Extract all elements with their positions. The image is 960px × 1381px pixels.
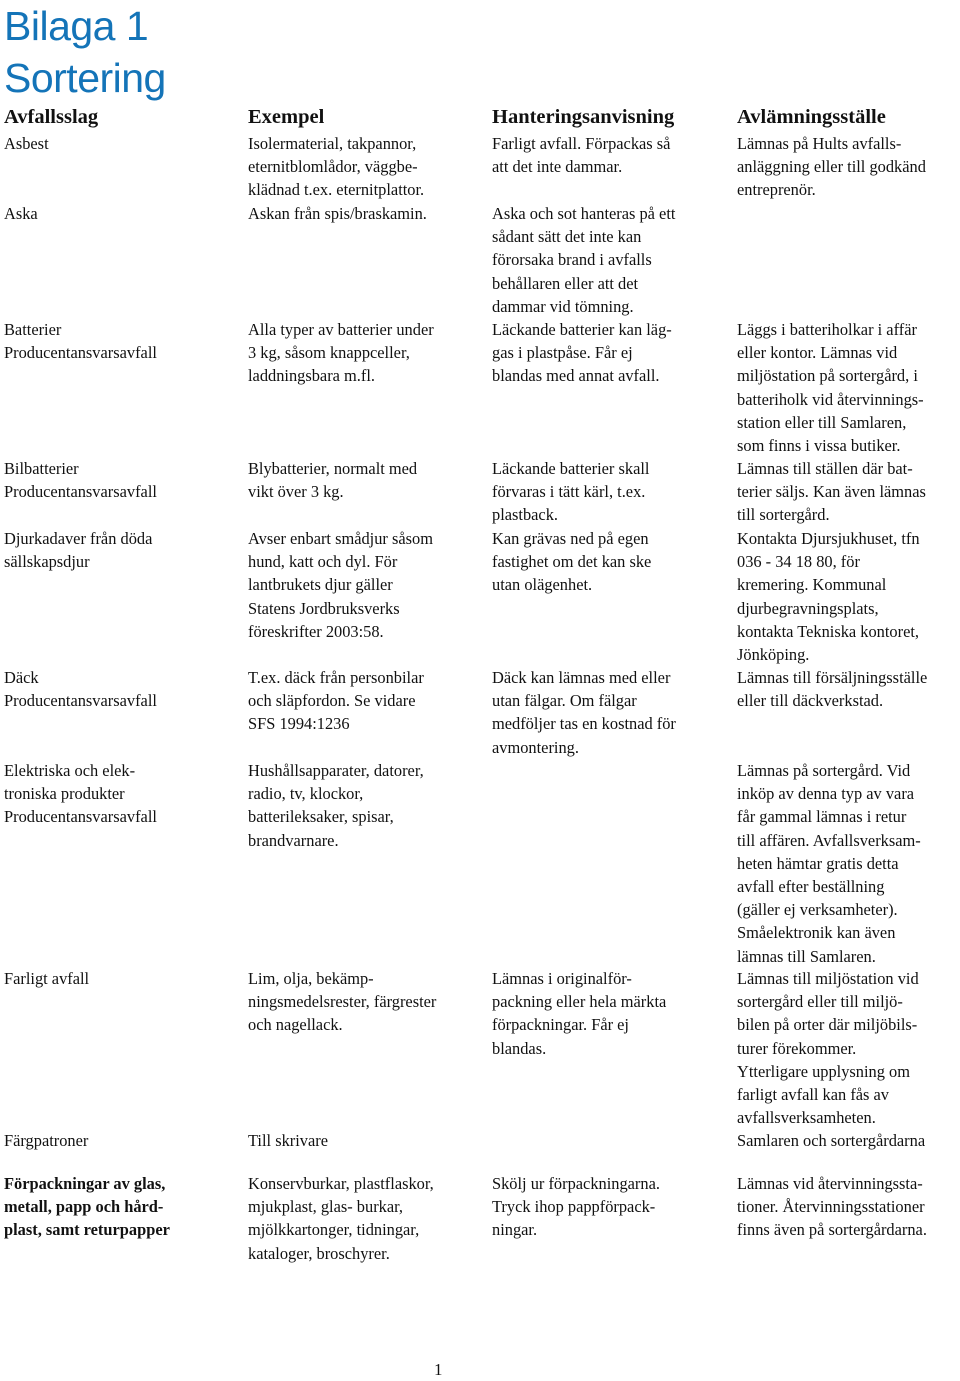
- row-forpackningar-handling: Skölj ur förpackningarna. Tryck ihop pappförpack- ningar.: [492, 1174, 660, 1240]
- header-avlamningsstalle: Avlämningsställe: [737, 106, 886, 128]
- row-elektriska-dropoff: Lämnas på sortergård. Vid inköp av denna typ av vara får gammal lämnas i retur till affären. Avfallsverksam- heten hämtar gratis detta avfall efter beställning (gäller ej verksamheter). Småelektronik kan även lämnas till Samlaren.: [737, 761, 921, 966]
- row-dack-type: Däck Producentansvarsavfall: [4, 668, 157, 711]
- row-forpackningar-type: Förpackningar av glas, metall, papp och hård- plast, samt returpapper: [4, 1174, 170, 1240]
- row-fargpatroner-dropoff: Samlaren och sortergårdarna: [737, 1131, 926, 1150]
- row-forpackningar-dropoff: Lämnas vid återvinningssta- tioner. Återvinningsstationer finns även på sortergårdarna.: [737, 1174, 927, 1240]
- row-djurkadaver-example: Avser enbart smådjur såsom hund, katt och dyl. För lantbrukets djur gäller Statens Jordbruksverks föreskrifter 2003:58.: [248, 529, 433, 641]
- row-aska-example: Askan från spis/braskamin.: [248, 204, 427, 223]
- row-farligt-avfall-example: Lim, olja, bekämp- ningsmedelsrester, färgrester och nagellack.: [248, 969, 437, 1035]
- row-bilbatterier-example: Blybatterier, normalt med vikt över 3 kg.: [248, 459, 418, 502]
- document-subtitle: Sortering: [4, 55, 166, 101]
- row-batterier-type: Batterier Producentansvarsavfall: [4, 320, 157, 363]
- row-farligt-avfall-dropoff: Lämnas till miljöstation vid sortergård eller till miljö- bilen på orter där miljöbils- turer förekommer. Ytterligare upplysning om farligt avfall kan fås av avfallsverksamheten.: [737, 969, 919, 1128]
- row-asbest-type: Asbest: [4, 134, 49, 153]
- row-batterier-example: Alla typer av batterier under 3 kg, såsom knappceller, laddningsbara m.fl.: [248, 320, 434, 386]
- row-farligt-avfall-type: Farligt avfall: [4, 969, 90, 988]
- row-dack-dropoff: Lämnas till försäljningsställe eller till däckverkstad.: [737, 668, 928, 711]
- row-batterier-dropoff: Läggs i batteriholkar i affär eller kontor. Lämnas vid miljöstation på sortergård, i batteriholk vid återvinnings- station eller till Samlaren, som finns i vissa butiker.: [737, 320, 924, 456]
- row-fargpatroner-example: Till skrivare: [248, 1131, 328, 1150]
- row-bilbatterier-handling: Läckande batterier skall förvaras i tätt kärl, t.ex. plastback.: [492, 459, 650, 525]
- row-asbest-dropoff: Lämnas på Hults avfalls- anläggning eller till godkänd entreprenör.: [737, 134, 926, 200]
- row-bilbatterier-type: Bilbatterier Producentansvarsavfall: [4, 459, 157, 502]
- row-elektriska-type: Elektriska och elek- troniska produkter Producentansvarsavfall: [4, 761, 157, 827]
- row-farligt-avfall-handling: Lämnas i originalför- packning eller hela märkta förpackningar. Får ej blandas.: [492, 969, 667, 1058]
- page-number: 1: [434, 1360, 443, 1379]
- row-djurkadaver-handling: Kan grävas ned på egen fastighet om det kan ske utan olägenhet.: [492, 529, 652, 595]
- header-avfallsslag: Avfallsslag: [4, 106, 99, 128]
- row-djurkadaver-type: Djurkadaver från döda sällskapsdjur: [4, 529, 153, 572]
- row-forpackningar-example: Konservburkar, plastflaskor, mjukplast, glas- burkar, mjölkkartonger, tidningar, kataloger, broschyrer.: [248, 1174, 434, 1263]
- document-title: Bilaga 1: [4, 3, 149, 49]
- row-dack-handling: Däck kan lämnas med eller utan fälgar. Om fälgar medföljer tas en kostnad för avmontering.: [492, 668, 676, 757]
- row-batterier-handling: Läckande batterier kan läg- gas i plastpåse. Får ej blandas med annat avfall.: [492, 320, 672, 386]
- row-dack-example: T.ex. däck från personbilar och släpfordon. Se vidare SFS 1994:1236: [248, 668, 424, 734]
- row-asbest-handling: Farligt avfall. Förpackas så att det inte dammar.: [492, 134, 671, 177]
- row-bilbatterier-dropoff: Lämnas till ställen där bat- terier säljs. Kan även lämnas till sortergård.: [737, 459, 926, 525]
- row-elektriska-example: Hushållsapparater, datorer, radio, tv, klockor, batterileksaker, spisar, brandvarnare.: [248, 761, 424, 850]
- row-aska-handling: Aska och sot hanteras på ett sådant sätt det inte kan förorsaka brand i avfalls behållaren eller att det dammar vid tömning.: [492, 204, 676, 316]
- row-fargpatroner-type: Färgpatroner: [4, 1131, 89, 1150]
- row-djurkadaver-dropoff: Kontakta Djursjukhuset, tfn 036 - 34 18 80, för kremering. Kommunal djurbegravningsplats, kontakta Tekniska kontoret, Jönköping.: [737, 529, 920, 665]
- header-hanteringsanvisning: Hanteringsanvisning: [492, 106, 675, 128]
- row-asbest-example: Isolermaterial, takpannor, eternitblomlådor, väggbe- klädnad t.ex. eternitplattor.: [248, 134, 425, 200]
- row-aska-type: Aska: [4, 204, 38, 223]
- header-exempel: Exempel: [248, 106, 325, 128]
